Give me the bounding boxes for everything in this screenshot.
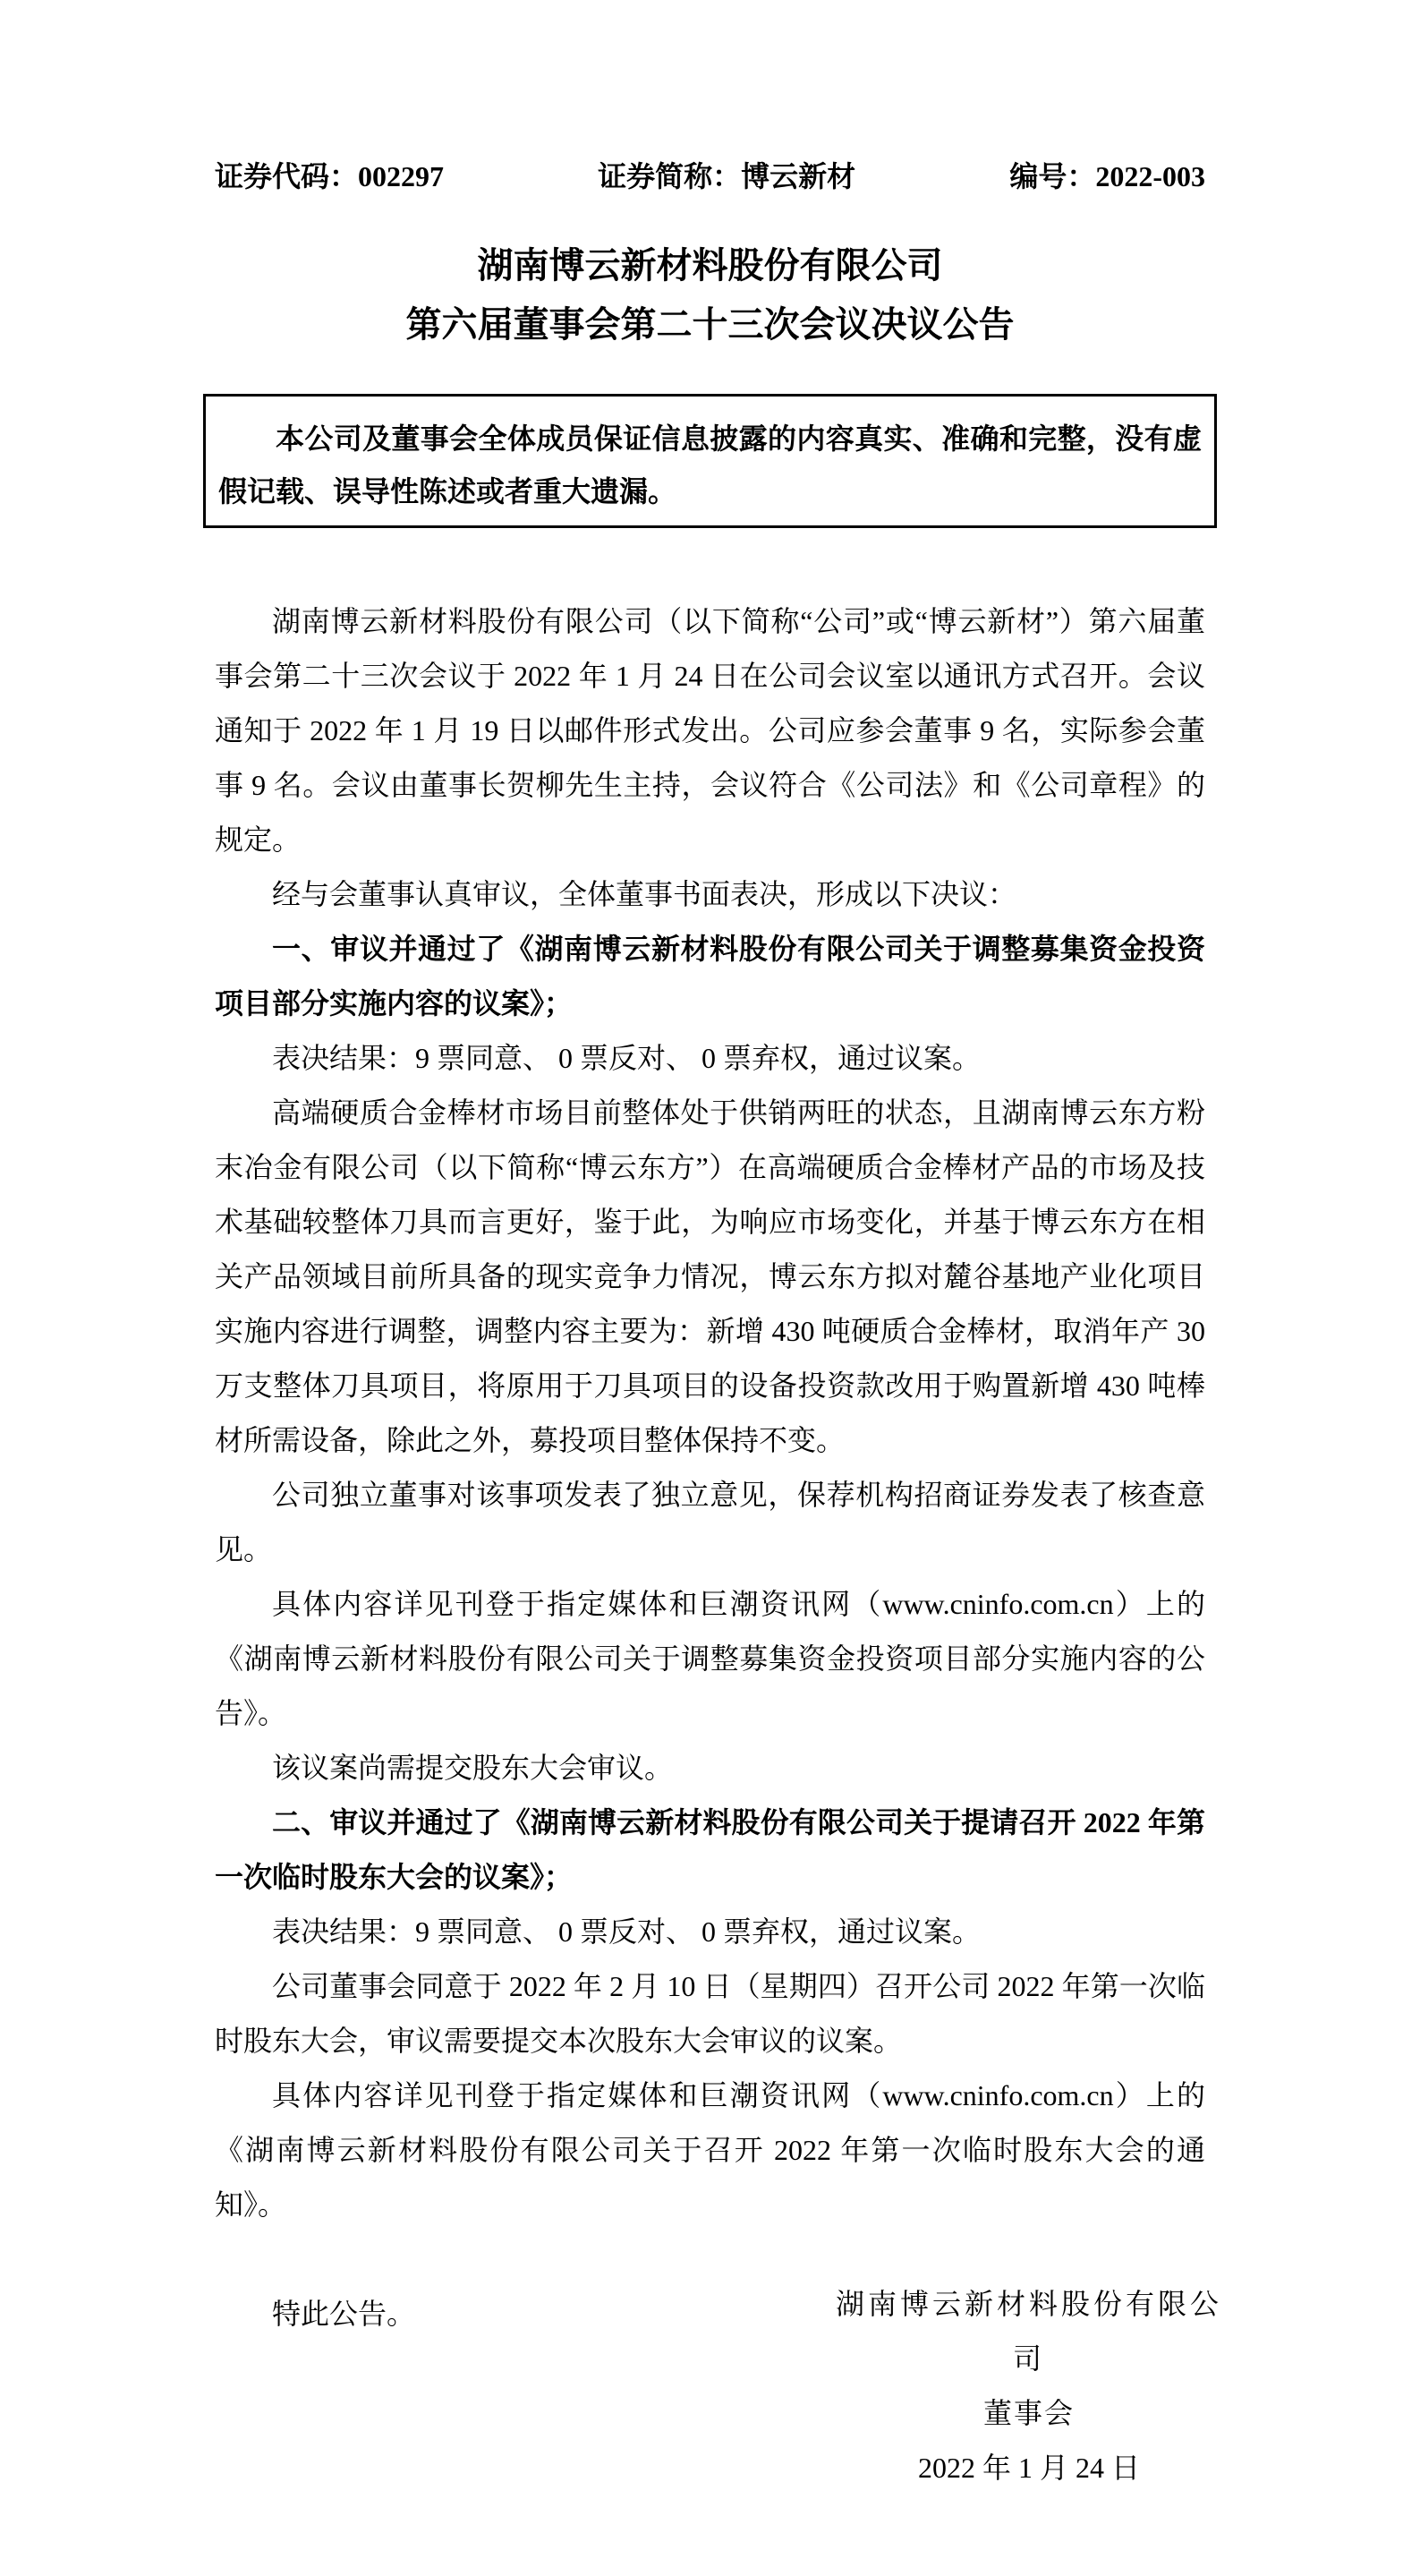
body-paragraph-resolution-intro: 经与会董事认真审议，全体董事书面表决，形成以下决议： <box>272 878 1017 910</box>
stock-code: 证券代码：002297 <box>215 160 445 192</box>
document-body <box>215 594 1205 2341</box>
title-block <box>0 236 1420 354</box>
announcement-number: 编号：2022-003 <box>1009 160 1205 192</box>
body-paragraph-vote-result-2: 表决结果：9 票同意、 0 票反对、 0 票弃权，通过议案。 <box>272 1915 982 1948</box>
body-heading-resolution-2: 二、审议并通过了《湖南博云新材料股份有限公司关于提请召开 2022 年第一次临时股东大会的议案》； <box>215 1806 1205 1893</box>
signature-company: 湖南博云新材料股份有限公司 <box>835 2288 1222 2375</box>
stock-abbreviation: 证券简称：博云新材 <box>598 160 856 192</box>
body-paragraph-vote-result-1: 表决结果：9 票同意、 0 票反对、 0 票弃权，通过议案。 <box>272 1042 982 1074</box>
body-heading-resolution-1: 一、审议并通过了《湖南博云新材料股份有限公司关于调整募集资金投资项目部分实施内容的议案》； <box>215 933 1205 1019</box>
disclaimer-text: 本公司及董事会全体成员保证信息披露的内容真实、准确和完整，没有虚假记载、误导性陈述或者重大遗漏。 <box>218 422 1202 508</box>
body-paragraph-independent-opinion: 公司独立董事对该事项发表了独立意见，保荐机构招商证券发表了核查意见。 <box>215 1479 1205 1565</box>
body-paragraph-meeting-date: 公司董事会同意于 2022 年 2 月 10 日（星期四）召开公司 2022 年第一次临时股东大会，审议需要提交本次股东大会审议的议案。 <box>215 1970 1205 2057</box>
disclaimer-box <box>203 394 1217 528</box>
company-title: 湖南博云新材料股份有限公司 <box>477 245 943 286</box>
body-paragraph-reference-1: 具体内容详见刊登于指定媒体和巨潮资讯网（www.cninfo.com.cn）上的《湖南博云新材料股份有限公司关于调整募集资金投资项目部分实施内容的公告》。 <box>215 1588 1205 1729</box>
signature-date: 2022 年 1 月 24 日 <box>917 2452 1140 2484</box>
body-paragraph-reference-2: 具体内容详见刊登于指定媒体和巨潮资讯网（www.cninfo.com.cn）上的《湖南博云新材料股份有限公司关于召开 2022 年第一次临时股东大会的通知》。 <box>215 2079 1205 2221</box>
document-header <box>215 154 1205 195</box>
closing-statement: 特此公告。 <box>272 2298 416 2330</box>
signature-block <box>823 2277 1235 2495</box>
body-paragraph-adjustment-detail: 高端硬质合金棒材市场目前整体处于供销两旺的状态，且湖南博云东方粉末冶金有限公司（以下简称“博云东方”）在高端硬质合金棒材产品的市场及技术基础较整体刀具而言更好，鉴于此，为响应市场变化，并基于博云东方在相关产品领域目前所具备的现实竞争力情况，博云东方拟对麓谷基地产业化项目实施内容进行调整，调整内容主要为：新增 430 吨硬质合金棒材，取消年产 30 万支整体刀具项目，将原用于刀具项目的设备投资款改用于购置新增 430 吨棒材所需设备，除此之外，募投项目整体保持不变。 <box>215 1096 1205 1456</box>
signature-board: 董事会 <box>982 2397 1075 2429</box>
body-paragraph-meeting-info: 湖南博云新材料股份有限公司（以下简称“公司”或“博云新材”）第六届董事会第二十三次会议于 2022 年 1 月 24 日在公司会议室以通讯方式召开。会议通知于 2022 年 1 月 19 日以邮件形式发出。公司应参会董事 9 名，实际参会董事 9 名。会议由董事长贺柳先生主持，会议符合《公司法》和《公司章程》的规定。 <box>215 605 1205 856</box>
announcement-title: 第六届董事会第二十三次会议决议公告 <box>405 304 1015 345</box>
body-paragraph-submit-to-meeting: 该议案尚需提交股东大会审议。 <box>272 1752 674 1784</box>
